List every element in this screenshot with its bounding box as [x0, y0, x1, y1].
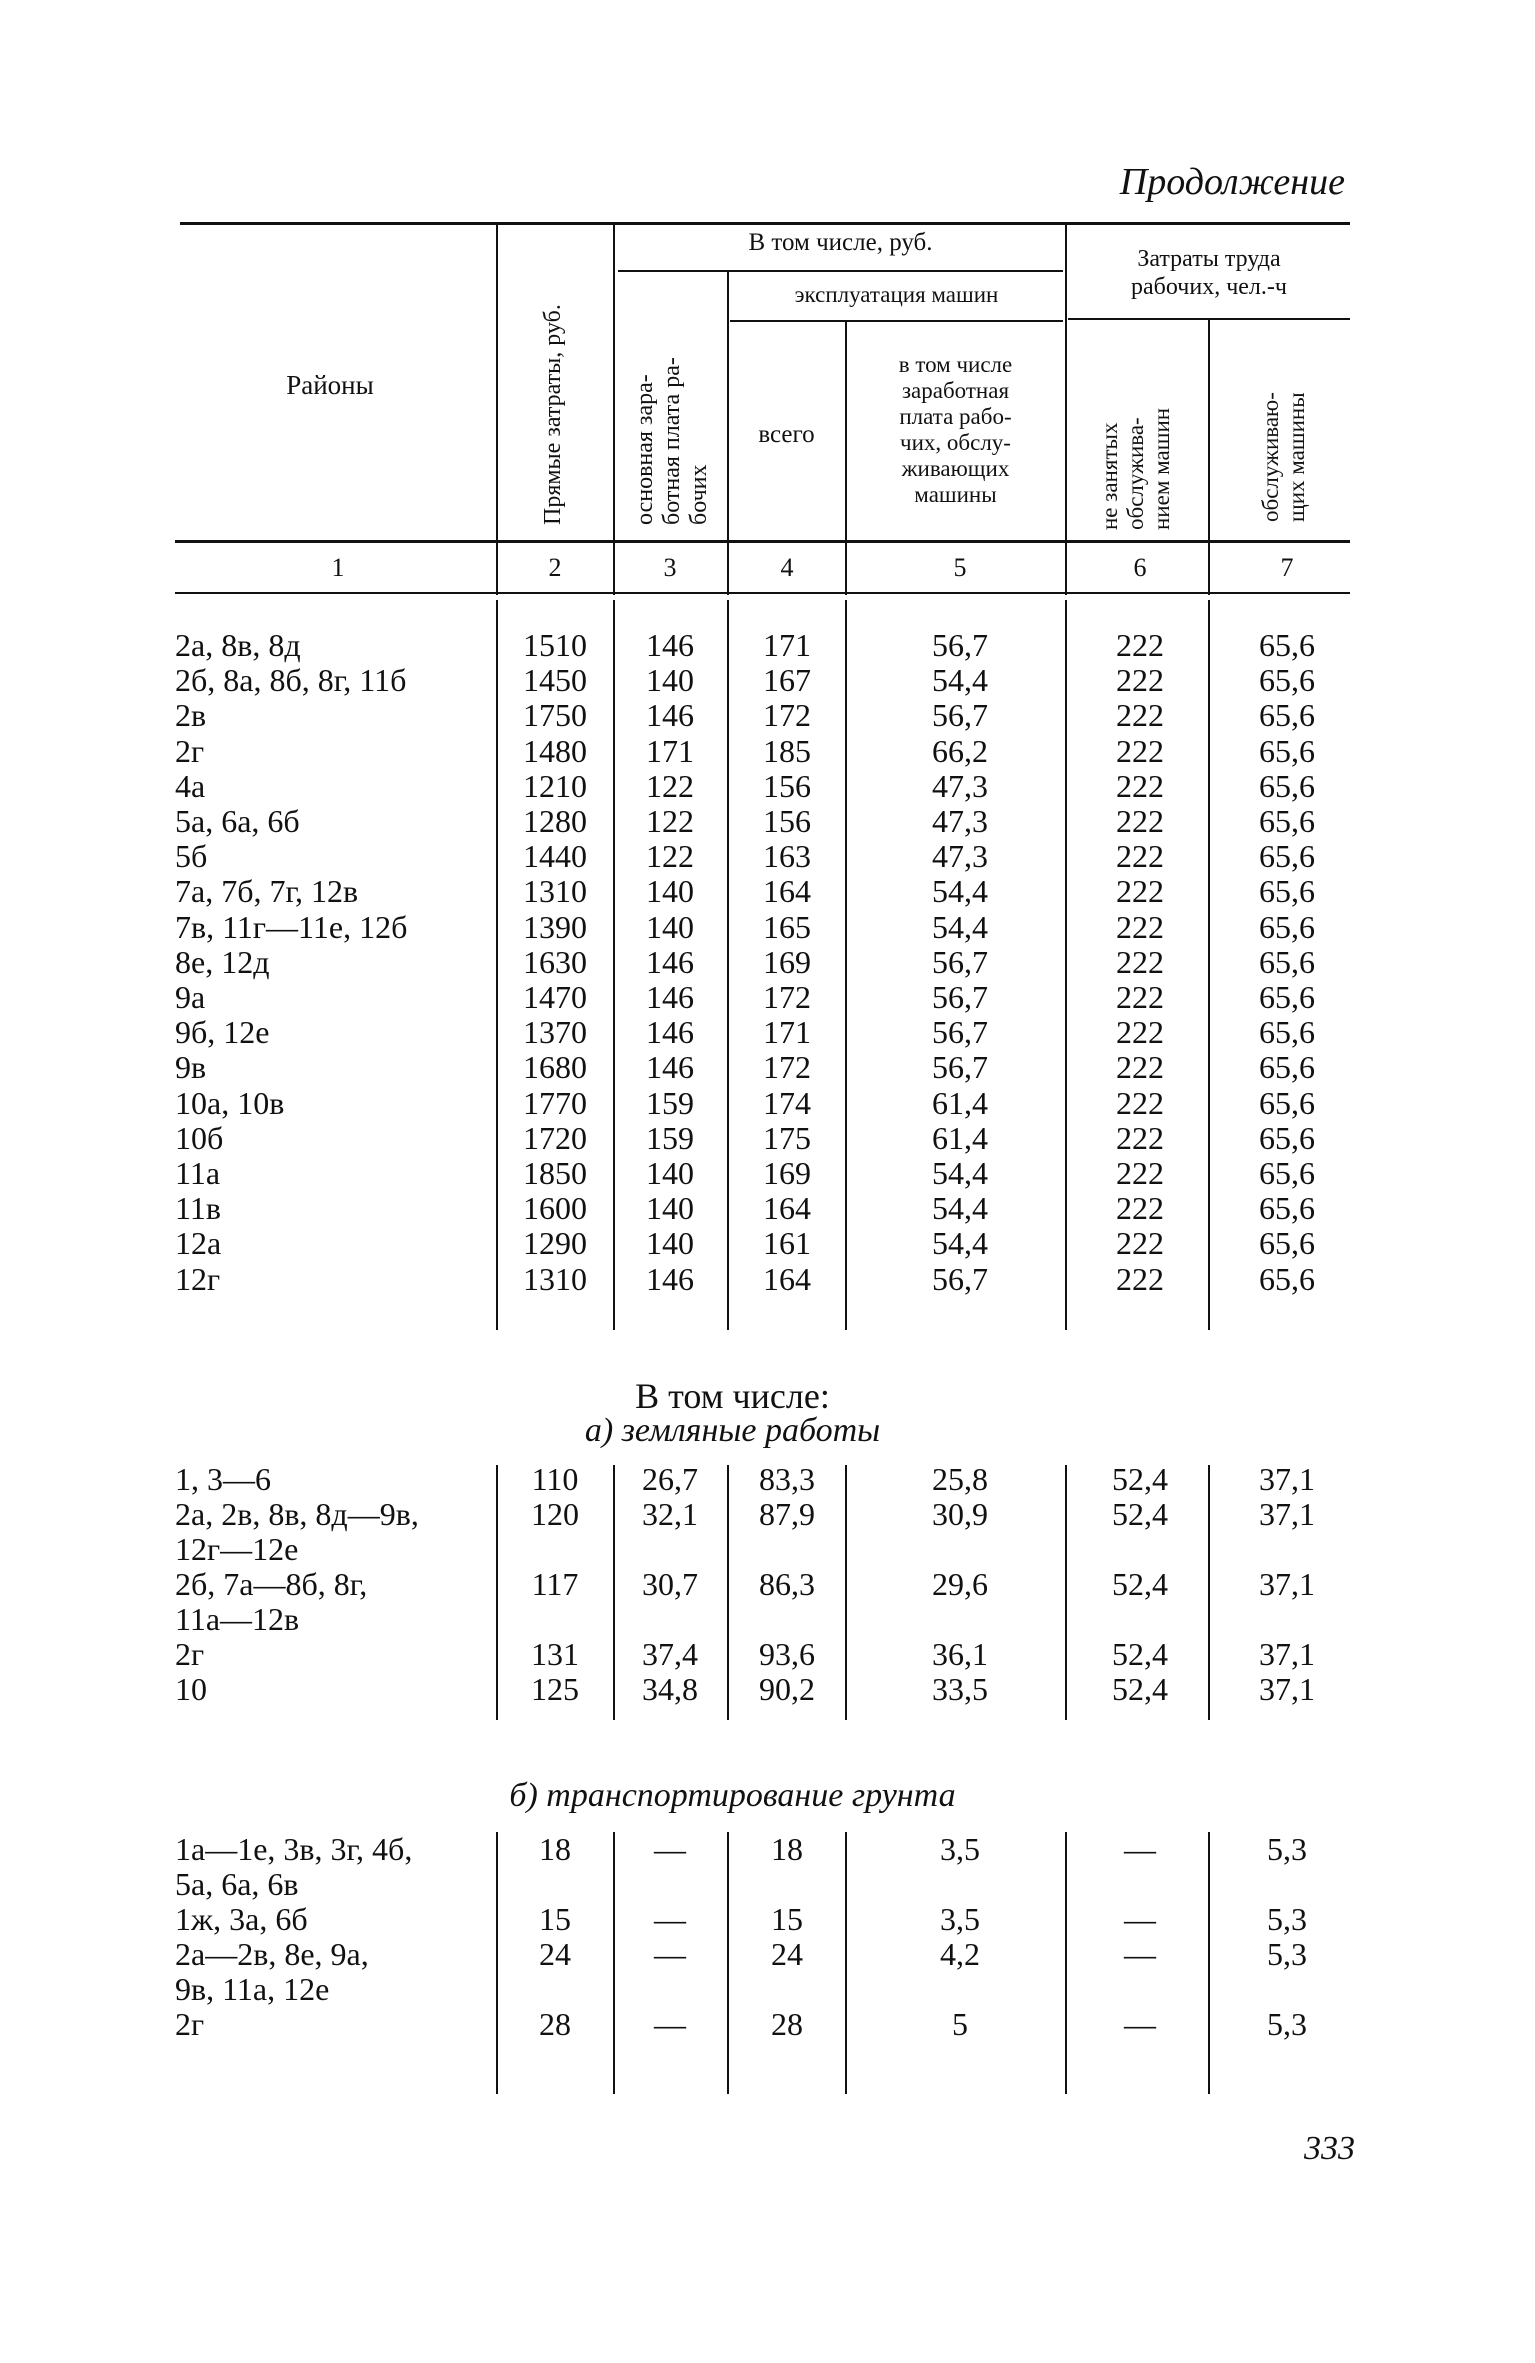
labor-servicing-cell: 65,6 — [1259, 873, 1315, 910]
table-row — [0, 839, 1535, 874]
direct-costs-cell: 1470 — [523, 979, 587, 1015]
labor-servicing-cell: 65,6 — [1259, 1155, 1315, 1191]
region-cell: 12а — [175, 1225, 222, 1262]
cost-group-rule — [618, 270, 1063, 272]
direct-costs-cell: 1630 — [523, 943, 587, 980]
labor-not-servicing-cell: 222 — [1116, 697, 1164, 734]
region-cell: 1а—1е, 3в, 3г, 4б, — [175, 1831, 413, 1867]
machines-total-cell: 18 — [771, 1831, 803, 1867]
header-not-servicing — [1097, 408, 1175, 530]
labor-not-servicing-cell: 222 — [1116, 1049, 1164, 1086]
machines-group-rule — [730, 320, 1063, 322]
machines-wage-cell: 54,4 — [932, 1155, 988, 1191]
header-direct-costs: Прямые затраты, руб. — [540, 304, 566, 525]
table-row — [0, 2007, 1535, 2042]
region-cell: 2а, 2в, 8в, 8д—9в, — [175, 1496, 419, 1532]
machines-wage-cell: 3,5 — [940, 1831, 980, 1867]
column-number-3: 3 — [663, 553, 677, 582]
header-total: всего — [758, 421, 815, 448]
labor-not-servicing-cell: 222 — [1116, 908, 1164, 945]
machines-wage-cell: 56,7 — [932, 979, 988, 1015]
table-row — [0, 1637, 1535, 1672]
header-not-servicing-line-2: обслужива- — [1123, 417, 1148, 530]
region-cell: 2а, 8в, 8д — [175, 627, 301, 663]
base-wage-cell: 34,8 — [642, 1671, 698, 1707]
machines-total-cell: 164 — [763, 1260, 811, 1297]
col-divider-1 — [496, 225, 498, 595]
labor-not-servicing-cell: 52,4 — [1112, 1636, 1168, 1672]
table-row — [0, 1086, 1535, 1121]
table-row — [0, 628, 1535, 663]
base-wage-cell: 146 — [646, 979, 694, 1015]
region-cell: 10 — [175, 1671, 207, 1707]
machines-wage-cell: 54,4 — [932, 1190, 988, 1227]
machines-total-cell: 163 — [763, 838, 811, 875]
labor-not-servicing-cell: — — [1124, 1901, 1156, 1937]
labor-servicing-cell: 65,6 — [1259, 627, 1315, 663]
base-wage-cell: 122 — [646, 767, 694, 804]
machines-wage-cell: 3,5 — [940, 1901, 980, 1937]
base-wage-cell: 146 — [646, 1049, 694, 1086]
base-wage-cell: — — [654, 1901, 686, 1937]
base-wage-cell: 140 — [646, 1155, 694, 1191]
direct-costs-cell: 1600 — [523, 1190, 587, 1227]
labor-not-servicing-cell: 52,4 — [1112, 1461, 1168, 1497]
region-cell: 1ж, 3а, 6б — [175, 1901, 308, 1937]
table-row — [0, 1972, 1535, 2007]
machines-wage-cell: 66,2 — [932, 732, 988, 769]
table-row — [0, 769, 1535, 804]
labor-servicing-cell: 65,6 — [1259, 1225, 1315, 1262]
machines-wage-cell: 61,4 — [932, 1119, 988, 1156]
labor-servicing-cell: 37,1 — [1259, 1636, 1315, 1672]
machines-total-cell: 164 — [763, 1190, 811, 1227]
region-cell: 9а — [175, 979, 206, 1015]
direct-costs-cell: 120 — [531, 1496, 579, 1532]
direct-costs-cell: 1510 — [523, 627, 587, 663]
machines-wage-cell: 54,4 — [932, 873, 988, 910]
machines-total-cell: 175 — [763, 1119, 811, 1156]
base-wage-cell: — — [654, 1831, 686, 1867]
table-row — [0, 1262, 1535, 1297]
region-cell: 4а — [175, 767, 206, 804]
region-cell: 2г — [175, 2006, 205, 2042]
labor-servicing-cell: 65,6 — [1259, 1049, 1315, 1086]
labor-not-servicing-cell: 222 — [1116, 627, 1164, 663]
labor-not-servicing-cell: 222 — [1116, 1084, 1164, 1121]
direct-costs-cell: 110 — [531, 1461, 579, 1497]
header-group-labor — [1068, 245, 1350, 301]
region-cell: 9в — [175, 1049, 207, 1086]
machines-wage-cell: 4,2 — [940, 1936, 980, 1972]
base-wage-cell: 140 — [646, 1225, 694, 1262]
table-row — [0, 1567, 1535, 1602]
machines-total-cell: 93,6 — [759, 1636, 815, 1672]
direct-costs-cell: 1680 — [523, 1049, 587, 1086]
header-incl-wage-line-4: чих, обслу- — [900, 430, 1011, 455]
region-cell: 12г — [175, 1260, 221, 1297]
labor-servicing-cell: 65,6 — [1259, 908, 1315, 945]
table-top-rule — [180, 222, 1350, 225]
numbers-bottom-rule — [175, 592, 1350, 594]
machines-wage-cell: 56,7 — [932, 943, 988, 980]
direct-costs-cell: 117 — [531, 1566, 579, 1602]
base-wage-cell: 146 — [646, 627, 694, 663]
region-cell: 5б — [175, 838, 208, 875]
labor-servicing-cell: 65,6 — [1259, 838, 1315, 875]
machines-wage-cell: 56,7 — [932, 1049, 988, 1086]
labor-not-servicing-cell: 222 — [1116, 803, 1164, 839]
table-row — [0, 1226, 1535, 1261]
machines-total-cell: 28 — [771, 2006, 803, 2042]
machines-wage-cell: 54,4 — [932, 1225, 988, 1262]
table-row — [0, 1672, 1535, 1707]
table-row — [0, 1050, 1535, 1085]
direct-costs-cell: 1770 — [523, 1084, 587, 1121]
table-row — [0, 1602, 1535, 1637]
table-row — [0, 874, 1535, 909]
header-regions: Районы — [286, 370, 374, 400]
header-group-labor-line-2: рабочих, чел.-ч — [1131, 274, 1287, 300]
base-wage-cell: 122 — [646, 803, 694, 839]
machines-total-cell: 86,3 — [759, 1566, 815, 1602]
machines-wage-cell: 29,6 — [932, 1566, 988, 1602]
table-row — [0, 1462, 1535, 1497]
machines-wage-cell: 56,7 — [932, 697, 988, 734]
machines-wage-cell: 54,4 — [932, 908, 988, 945]
direct-costs-cell: 15 — [539, 1901, 571, 1937]
machines-total-cell: 172 — [763, 1049, 811, 1086]
section-a-intro: В том числе: — [635, 1376, 830, 1416]
header-group-labor-line-1: Затраты труда — [1137, 246, 1281, 272]
region-cell: 11а—12в — [175, 1601, 300, 1637]
machines-total-cell: 171 — [763, 627, 811, 663]
header-group-cost: В том числе, руб. — [748, 229, 933, 256]
labor-servicing-cell: 65,6 — [1259, 732, 1315, 769]
direct-costs-cell: 1370 — [523, 1014, 587, 1051]
table-row — [0, 1832, 1535, 1867]
labor-not-servicing-cell: 222 — [1116, 1190, 1164, 1227]
labor-servicing-cell: 5,3 — [1267, 2006, 1307, 2042]
base-wage-cell: 140 — [646, 662, 694, 699]
direct-costs-cell: 125 — [531, 1671, 579, 1707]
machines-wage-cell: 56,7 — [932, 1014, 988, 1051]
table-row — [0, 980, 1535, 1015]
machines-total-cell: 156 — [763, 767, 811, 804]
region-cell: 2в — [175, 697, 207, 734]
direct-costs-cell: 1750 — [523, 697, 587, 734]
column-number-1: 1 — [331, 553, 345, 582]
header-not-servicing-line-3: нием машин — [1149, 407, 1174, 530]
machines-total-cell: 90,2 — [759, 1671, 815, 1707]
machines-total-cell: 83,3 — [759, 1461, 815, 1497]
table-row — [0, 1191, 1535, 1226]
base-wage-cell: 30,7 — [642, 1566, 698, 1602]
header-servicing — [1258, 392, 1310, 522]
region-cell: 10б — [175, 1119, 224, 1156]
machines-total-cell: 15 — [771, 1901, 803, 1937]
base-wage-cell: 32,1 — [642, 1496, 698, 1532]
labor-not-servicing-cell: 222 — [1116, 1119, 1164, 1156]
header-incl-wage — [848, 352, 1063, 508]
col-divider-4 — [845, 322, 847, 595]
machines-wage-cell: 30,9 — [932, 1496, 988, 1532]
machines-wage-cell: 33,5 — [932, 1671, 988, 1707]
direct-costs-cell: 1310 — [523, 873, 587, 910]
labor-not-servicing-cell: — — [1124, 1831, 1156, 1867]
column-number-5: 5 — [953, 553, 967, 582]
header-base-wage-line-2: ботная плата ра- — [659, 357, 685, 525]
header-base-wage — [632, 357, 713, 525]
direct-costs-cell: 1210 — [523, 767, 587, 804]
labor-not-servicing-cell: 222 — [1116, 1155, 1164, 1191]
labor-servicing-cell: 5,3 — [1267, 1831, 1307, 1867]
header-base-wage-line-1: основная зара- — [632, 374, 658, 525]
machines-total-cell: 161 — [763, 1225, 811, 1262]
labor-servicing-cell: 65,6 — [1259, 943, 1315, 980]
machines-wage-cell: 54,4 — [932, 662, 988, 699]
header-servicing-line-1: обслуживаю- — [1258, 392, 1283, 522]
labor-servicing-cell: 65,6 — [1259, 697, 1315, 734]
direct-costs-cell: 24 — [539, 1936, 571, 1972]
machines-wage-cell: 47,3 — [932, 767, 988, 804]
table-row — [0, 1121, 1535, 1156]
labor-servicing-cell: 65,6 — [1259, 803, 1315, 839]
labor-servicing-cell: 65,6 — [1259, 1190, 1315, 1227]
region-cell: 7а, 7б, 7г, 12в — [175, 873, 359, 910]
column-number-2: 2 — [548, 553, 562, 582]
labor-not-servicing-cell: — — [1124, 1936, 1156, 1972]
labor-not-servicing-cell: 222 — [1116, 1260, 1164, 1297]
labor-servicing-cell: 65,6 — [1259, 662, 1315, 699]
labor-servicing-cell: 37,1 — [1259, 1671, 1315, 1707]
col-divider-6 — [1208, 320, 1210, 595]
labor-servicing-cell: 5,3 — [1267, 1901, 1307, 1937]
labor-not-servicing-cell: 222 — [1116, 873, 1164, 910]
direct-costs-cell: 1440 — [523, 838, 587, 875]
base-wage-cell: 146 — [646, 1260, 694, 1297]
direct-costs-cell: 1310 — [523, 1260, 587, 1297]
machines-total-cell: 172 — [763, 697, 811, 734]
base-wage-cell: 159 — [646, 1119, 694, 1156]
region-cell: 9в, 11а, 12е — [175, 1971, 330, 2007]
labor-not-servicing-cell: 222 — [1116, 979, 1164, 1015]
table-row — [0, 1532, 1535, 1567]
region-cell: 5а, 6а, 6б — [175, 803, 300, 839]
machines-total-cell: 185 — [763, 732, 811, 769]
header-incl-wage-line-6: машины — [914, 482, 997, 507]
machines-total-cell: 167 — [763, 662, 811, 699]
table-row — [0, 1937, 1535, 1972]
base-wage-cell: 140 — [646, 908, 694, 945]
region-cell: 8е, 12д — [175, 943, 270, 980]
header-not-servicing-line-1: не занятых — [1097, 422, 1122, 530]
labor-servicing-cell: 65,6 — [1259, 1260, 1315, 1297]
machines-total-cell: 164 — [763, 873, 811, 910]
machines-total-cell: 174 — [763, 1084, 811, 1121]
labor-servicing-cell: 65,6 — [1259, 767, 1315, 804]
header-bottom-rule — [175, 540, 1350, 543]
base-wage-cell: 140 — [646, 873, 694, 910]
base-wage-cell: 140 — [646, 1190, 694, 1227]
table-row — [0, 1867, 1535, 1902]
page-number: 333 — [1304, 2130, 1355, 2167]
labor-not-servicing-cell: — — [1124, 2006, 1156, 2042]
base-wage-cell: 37,4 — [642, 1636, 698, 1672]
labor-servicing-cell: 37,1 — [1259, 1496, 1315, 1532]
labor-servicing-cell: 37,1 — [1259, 1461, 1315, 1497]
region-cell: 2б, 7а—8б, 8г, — [175, 1566, 368, 1602]
region-cell: 2б, 8а, 8б, 8г, 11б — [175, 662, 407, 699]
machines-total-cell: 24 — [771, 1936, 803, 1972]
base-wage-cell: 26,7 — [642, 1461, 698, 1497]
machines-wage-cell: 47,3 — [932, 803, 988, 839]
region-cell: 12г—12е — [175, 1531, 299, 1567]
header-base-wage-line-3: бочих — [686, 464, 712, 525]
labor-not-servicing-cell: 222 — [1116, 662, 1164, 699]
region-cell: 9б, 12е — [175, 1014, 270, 1051]
labor-not-servicing-cell: 222 — [1116, 732, 1164, 769]
labor-not-servicing-cell: 222 — [1116, 1014, 1164, 1051]
region-cell: 2а—2в, 8е, 9а, — [175, 1936, 369, 1972]
direct-costs-cell: 1480 — [523, 732, 587, 769]
labor-not-servicing-cell: 222 — [1116, 767, 1164, 804]
section-a-title: а) земляные работы — [584, 1412, 881, 1449]
direct-costs-cell: 131 — [531, 1636, 579, 1672]
labor-not-servicing-cell: 222 — [1116, 1225, 1164, 1262]
table-row — [0, 1156, 1535, 1191]
machines-total-cell: 87,9 — [759, 1496, 815, 1532]
labor-servicing-cell: 65,6 — [1259, 1119, 1315, 1156]
labor-not-servicing-cell: 52,4 — [1112, 1671, 1168, 1707]
machines-total-cell: 156 — [763, 803, 811, 839]
continuation-label: Продолжение — [1119, 161, 1345, 203]
machines-wage-cell: 25,8 — [932, 1461, 988, 1497]
direct-costs-cell: 18 — [539, 1831, 571, 1867]
table-row — [0, 1497, 1535, 1532]
machines-wage-cell: 36,1 — [932, 1636, 988, 1672]
header-incl-wage-line-5: живающих — [901, 456, 1010, 481]
header-group-machines: эксплуатация машин — [794, 282, 999, 307]
machines-total-cell: 169 — [763, 1155, 811, 1191]
region-cell: 11в — [175, 1190, 221, 1227]
table-row — [0, 734, 1535, 769]
table-row — [0, 1015, 1535, 1050]
header-incl-wage-line-3: плата рабо- — [899, 404, 1012, 429]
base-wage-cell: — — [654, 1936, 686, 1972]
labor-servicing-cell: 65,6 — [1259, 1014, 1315, 1051]
table-row — [0, 945, 1535, 980]
region-cell: 2г — [175, 1636, 205, 1672]
machines-total-cell: 171 — [763, 1014, 811, 1051]
direct-costs-cell: 1720 — [523, 1119, 587, 1156]
labor-servicing-cell: 65,6 — [1259, 979, 1315, 1015]
labor-not-servicing-cell: 52,4 — [1112, 1496, 1168, 1532]
base-wage-cell: 146 — [646, 943, 694, 980]
region-cell: 7в, 11г—11е, 12б — [175, 908, 408, 945]
direct-costs-cell: 1850 — [523, 1155, 587, 1191]
region-cell: 5а, 6а, 6в — [175, 1866, 299, 1902]
labor-servicing-cell: 5,3 — [1267, 1936, 1307, 1972]
base-wage-cell: — — [654, 2006, 686, 2042]
section-b-title: б) транспортирование грунта — [509, 1777, 956, 1814]
direct-costs-cell: 28 — [539, 2006, 571, 2042]
base-wage-cell: 146 — [646, 697, 694, 734]
machines-wage-cell: 56,7 — [932, 1260, 988, 1297]
machines-total-cell: 165 — [763, 908, 811, 945]
direct-costs-cell: 1290 — [523, 1225, 587, 1262]
table-row — [0, 698, 1535, 733]
labor-not-servicing-cell: 222 — [1116, 838, 1164, 875]
machines-total-cell: 169 — [763, 943, 811, 980]
region-cell: 10а, 10в — [175, 1084, 285, 1121]
col-divider-2 — [613, 225, 615, 595]
machines-total-cell: 172 — [763, 979, 811, 1015]
base-wage-cell: 122 — [646, 838, 694, 875]
labor-not-servicing-cell: 52,4 — [1112, 1566, 1168, 1602]
labor-servicing-cell: 37,1 — [1259, 1566, 1315, 1602]
table-row — [0, 804, 1535, 839]
column-number-7: 7 — [1280, 553, 1294, 582]
region-cell: 2г — [175, 732, 205, 769]
column-number-6: 6 — [1133, 553, 1147, 582]
base-wage-cell: 159 — [646, 1084, 694, 1121]
col-divider-5 — [1065, 225, 1067, 595]
table-row — [0, 910, 1535, 945]
machines-wage-cell: 5 — [952, 2006, 968, 2042]
header-servicing-line-2: щих машины — [1284, 392, 1309, 522]
base-wage-cell: 146 — [646, 1014, 694, 1051]
labor-not-servicing-cell: 222 — [1116, 943, 1164, 980]
direct-costs-cell: 1390 — [523, 908, 587, 945]
direct-costs-cell: 1450 — [523, 662, 587, 699]
machines-wage-cell: 56,7 — [932, 627, 988, 663]
machines-wage-cell: 47,3 — [932, 838, 988, 875]
header-incl-wage-line-2: заработная — [901, 378, 1010, 403]
labor-servicing-cell: 65,6 — [1259, 1084, 1315, 1121]
table-row — [0, 1902, 1535, 1937]
region-cell: 11а — [175, 1155, 221, 1191]
region-cell: 1, 3—6 — [175, 1461, 271, 1497]
column-number-4: 4 — [780, 553, 794, 582]
base-wage-cell: 171 — [646, 732, 694, 769]
header-incl-wage-line-1: в том числе — [898, 352, 1013, 377]
table-row — [0, 663, 1535, 698]
machines-wage-cell: 61,4 — [932, 1084, 988, 1121]
direct-costs-cell: 1280 — [523, 803, 587, 839]
